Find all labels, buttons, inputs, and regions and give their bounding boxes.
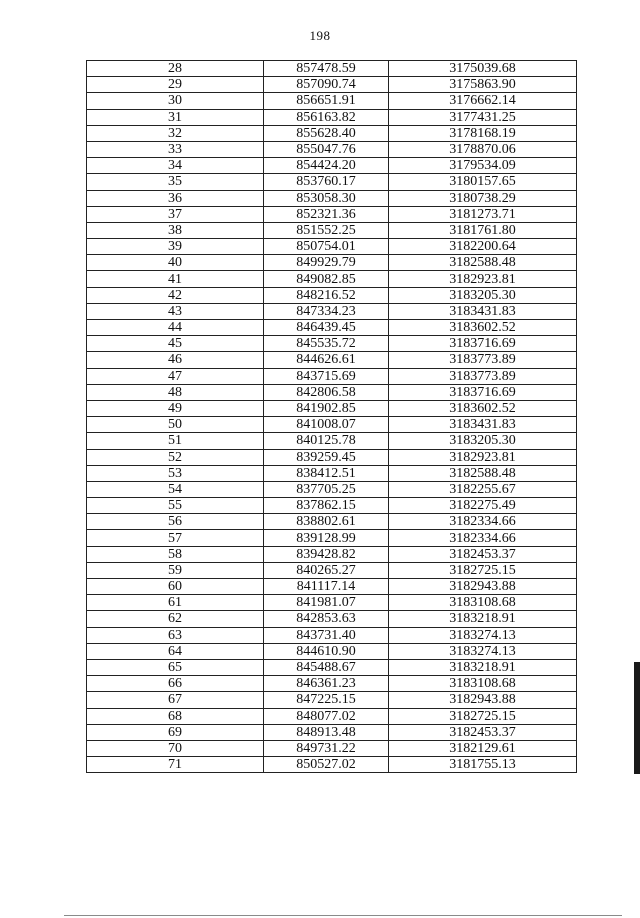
- y-coordinate-cell: 3182725.15: [389, 708, 577, 724]
- table-row: [87, 498, 577, 514]
- x-coordinate-cell: 849929.79: [264, 255, 389, 271]
- point-number-cell: 48: [87, 384, 264, 400]
- x-coordinate-cell: 850754.01: [264, 239, 389, 255]
- x-coordinate-cell: 841981.07: [264, 595, 389, 611]
- table-row: [87, 93, 577, 109]
- x-coordinate-cell: 853760.17: [264, 174, 389, 190]
- point-number-cell: 65: [87, 659, 264, 675]
- point-number-cell: 43: [87, 303, 264, 319]
- y-coordinate-cell: 3183274.13: [389, 643, 577, 659]
- table-row: [87, 109, 577, 125]
- point-number-cell: 59: [87, 562, 264, 578]
- point-number-cell: 61: [87, 595, 264, 611]
- point-number-cell: 37: [87, 206, 264, 222]
- table-row: [87, 676, 577, 692]
- point-number-cell: 69: [87, 724, 264, 740]
- x-coordinate-cell: 855047.76: [264, 141, 389, 157]
- table-row: [87, 530, 577, 546]
- x-coordinate-cell: 845488.67: [264, 659, 389, 675]
- point-number-cell: 41: [87, 271, 264, 287]
- point-number-cell: 39: [87, 239, 264, 255]
- table-row: [87, 740, 577, 756]
- y-coordinate-cell: 3183108.68: [389, 595, 577, 611]
- x-coordinate-cell: 849731.22: [264, 740, 389, 756]
- x-coordinate-cell: 839128.99: [264, 530, 389, 546]
- x-coordinate-cell: 838412.51: [264, 465, 389, 481]
- point-number-cell: 33: [87, 141, 264, 157]
- x-coordinate-cell: 849082.85: [264, 271, 389, 287]
- y-coordinate-cell: 3182453.37: [389, 724, 577, 740]
- table-row: [87, 77, 577, 93]
- x-coordinate-cell: 857478.59: [264, 61, 389, 77]
- point-number-cell: 50: [87, 417, 264, 433]
- x-coordinate-cell: 842853.63: [264, 611, 389, 627]
- x-coordinate-cell: 850527.02: [264, 757, 389, 773]
- y-coordinate-cell: 3182334.66: [389, 530, 577, 546]
- x-coordinate-cell: 856163.82: [264, 109, 389, 125]
- coordinate-table-wrapper: [86, 60, 576, 773]
- y-coordinate-cell: 3183716.69: [389, 336, 577, 352]
- table-row: [87, 643, 577, 659]
- point-number-cell: 68: [87, 708, 264, 724]
- y-coordinate-cell: 3182255.67: [389, 481, 577, 497]
- x-coordinate-cell: 837705.25: [264, 481, 389, 497]
- table-row: [87, 336, 577, 352]
- y-coordinate-cell: 3183108.68: [389, 676, 577, 692]
- table-row: [87, 514, 577, 530]
- point-number-cell: 44: [87, 320, 264, 336]
- point-number-cell: 55: [87, 498, 264, 514]
- y-coordinate-cell: 3183602.52: [389, 400, 577, 416]
- x-coordinate-cell: 843715.69: [264, 368, 389, 384]
- table-row: [87, 481, 577, 497]
- x-coordinate-cell: 851552.25: [264, 222, 389, 238]
- y-coordinate-cell: 3183205.30: [389, 287, 577, 303]
- point-number-cell: 51: [87, 433, 264, 449]
- table-row: [87, 757, 577, 773]
- y-coordinate-cell: 3176662.14: [389, 93, 577, 109]
- table-row: [87, 287, 577, 303]
- x-coordinate-cell: 842806.58: [264, 384, 389, 400]
- point-number-cell: 40: [87, 255, 264, 271]
- table-row: [87, 562, 577, 578]
- y-coordinate-cell: 3182334.66: [389, 514, 577, 530]
- x-coordinate-cell: 856651.91: [264, 93, 389, 109]
- point-number-cell: 58: [87, 546, 264, 562]
- table-row: [87, 384, 577, 400]
- y-coordinate-cell: 3182943.88: [389, 692, 577, 708]
- table-row: [87, 546, 577, 562]
- x-coordinate-cell: 845535.72: [264, 336, 389, 352]
- y-coordinate-cell: 3182923.81: [389, 271, 577, 287]
- y-coordinate-cell: 3183205.30: [389, 433, 577, 449]
- x-coordinate-cell: 841008.07: [264, 417, 389, 433]
- y-coordinate-cell: 3175863.90: [389, 77, 577, 93]
- x-coordinate-cell: 857090.74: [264, 77, 389, 93]
- y-coordinate-cell: 3182725.15: [389, 562, 577, 578]
- table-row: [87, 692, 577, 708]
- point-number-cell: 49: [87, 400, 264, 416]
- point-number-cell: 47: [87, 368, 264, 384]
- table-row: [87, 368, 577, 384]
- table-row: [87, 433, 577, 449]
- y-coordinate-cell: 3181273.71: [389, 206, 577, 222]
- table-row: [87, 659, 577, 675]
- table-row: [87, 627, 577, 643]
- y-coordinate-cell: 3182588.48: [389, 255, 577, 271]
- point-number-cell: 38: [87, 222, 264, 238]
- y-coordinate-cell: 3182943.88: [389, 579, 577, 595]
- y-coordinate-cell: 3177431.25: [389, 109, 577, 125]
- point-number-cell: 34: [87, 158, 264, 174]
- table-row: [87, 400, 577, 416]
- x-coordinate-cell: 848216.52: [264, 287, 389, 303]
- table-row: [87, 417, 577, 433]
- x-coordinate-cell: 852321.36: [264, 206, 389, 222]
- coordinate-table: [86, 60, 577, 773]
- y-coordinate-cell: 3175039.68: [389, 61, 577, 77]
- table-row: [87, 206, 577, 222]
- table-row: [87, 595, 577, 611]
- point-number-cell: 62: [87, 611, 264, 627]
- x-coordinate-cell: 847225.15: [264, 692, 389, 708]
- y-coordinate-cell: 3182129.61: [389, 740, 577, 756]
- point-number-cell: 60: [87, 579, 264, 595]
- point-number-cell: 67: [87, 692, 264, 708]
- x-coordinate-cell: 853058.30: [264, 190, 389, 206]
- y-coordinate-cell: 3178870.06: [389, 141, 577, 157]
- x-coordinate-cell: 846439.45: [264, 320, 389, 336]
- y-coordinate-cell: 3183602.52: [389, 320, 577, 336]
- x-coordinate-cell: 855628.40: [264, 125, 389, 141]
- y-coordinate-cell: 3179534.09: [389, 158, 577, 174]
- y-coordinate-cell: 3183218.91: [389, 611, 577, 627]
- x-coordinate-cell: 840265.27: [264, 562, 389, 578]
- coordinate-table-body: [87, 61, 577, 773]
- table-row: [87, 449, 577, 465]
- x-coordinate-cell: 848077.02: [264, 708, 389, 724]
- table-row: [87, 222, 577, 238]
- point-number-cell: 57: [87, 530, 264, 546]
- y-coordinate-cell: 3183773.89: [389, 368, 577, 384]
- point-number-cell: 71: [87, 757, 264, 773]
- point-number-cell: 46: [87, 352, 264, 368]
- point-number-cell: 30: [87, 93, 264, 109]
- point-number-cell: 70: [87, 740, 264, 756]
- x-coordinate-cell: 840125.78: [264, 433, 389, 449]
- point-number-cell: 64: [87, 643, 264, 659]
- y-coordinate-cell: 3180738.29: [389, 190, 577, 206]
- table-row: [87, 61, 577, 77]
- table-row: [87, 255, 577, 271]
- table-row: [87, 708, 577, 724]
- y-coordinate-cell: 3180157.65: [389, 174, 577, 190]
- x-coordinate-cell: 841902.85: [264, 400, 389, 416]
- table-row: [87, 141, 577, 157]
- y-coordinate-cell: 3182453.37: [389, 546, 577, 562]
- point-number-cell: 53: [87, 465, 264, 481]
- y-coordinate-cell: 3183431.83: [389, 303, 577, 319]
- x-coordinate-cell: 838802.61: [264, 514, 389, 530]
- table-row: [87, 239, 577, 255]
- x-coordinate-cell: 846361.23: [264, 676, 389, 692]
- point-number-cell: 36: [87, 190, 264, 206]
- y-coordinate-cell: 3183773.89: [389, 352, 577, 368]
- y-coordinate-cell: 3181761.80: [389, 222, 577, 238]
- point-number-cell: 29: [87, 77, 264, 93]
- point-number-cell: 56: [87, 514, 264, 530]
- table-row: [87, 352, 577, 368]
- y-coordinate-cell: 3182200.64: [389, 239, 577, 255]
- x-coordinate-cell: 848913.48: [264, 724, 389, 740]
- x-coordinate-cell: 837862.15: [264, 498, 389, 514]
- table-row: [87, 158, 577, 174]
- x-coordinate-cell: 839428.82: [264, 546, 389, 562]
- table-row: [87, 303, 577, 319]
- point-number-cell: 32: [87, 125, 264, 141]
- table-row: [87, 611, 577, 627]
- x-coordinate-cell: 854424.20: [264, 158, 389, 174]
- x-coordinate-cell: 843731.40: [264, 627, 389, 643]
- bottom-rule: [64, 915, 622, 916]
- table-row: [87, 125, 577, 141]
- point-number-cell: 63: [87, 627, 264, 643]
- table-row: [87, 724, 577, 740]
- table-row: [87, 174, 577, 190]
- x-coordinate-cell: 844626.61: [264, 352, 389, 368]
- y-coordinate-cell: 3178168.19: [389, 125, 577, 141]
- y-coordinate-cell: 3183716.69: [389, 384, 577, 400]
- point-number-cell: 54: [87, 481, 264, 497]
- y-coordinate-cell: 3183431.83: [389, 417, 577, 433]
- point-number-cell: 42: [87, 287, 264, 303]
- point-number-cell: 52: [87, 449, 264, 465]
- y-coordinate-cell: 3181755.13: [389, 757, 577, 773]
- y-coordinate-cell: 3182275.49: [389, 498, 577, 514]
- point-number-cell: 28: [87, 61, 264, 77]
- point-number-cell: 31: [87, 109, 264, 125]
- table-row: [87, 190, 577, 206]
- y-coordinate-cell: 3183274.13: [389, 627, 577, 643]
- y-coordinate-cell: 3183218.91: [389, 659, 577, 675]
- x-coordinate-cell: 841117.14: [264, 579, 389, 595]
- scan-edge-mark: [634, 662, 640, 774]
- table-row: [87, 465, 577, 481]
- page-number: 198: [309, 28, 331, 43]
- x-coordinate-cell: 839259.45: [264, 449, 389, 465]
- point-number-cell: 35: [87, 174, 264, 190]
- x-coordinate-cell: 847334.23: [264, 303, 389, 319]
- point-number-cell: 66: [87, 676, 264, 692]
- point-number-cell: 45: [87, 336, 264, 352]
- y-coordinate-cell: 3182588.48: [389, 465, 577, 481]
- table-row: [87, 579, 577, 595]
- x-coordinate-cell: 844610.90: [264, 643, 389, 659]
- y-coordinate-cell: 3182923.81: [389, 449, 577, 465]
- table-row: [87, 320, 577, 336]
- table-row: [87, 271, 577, 287]
